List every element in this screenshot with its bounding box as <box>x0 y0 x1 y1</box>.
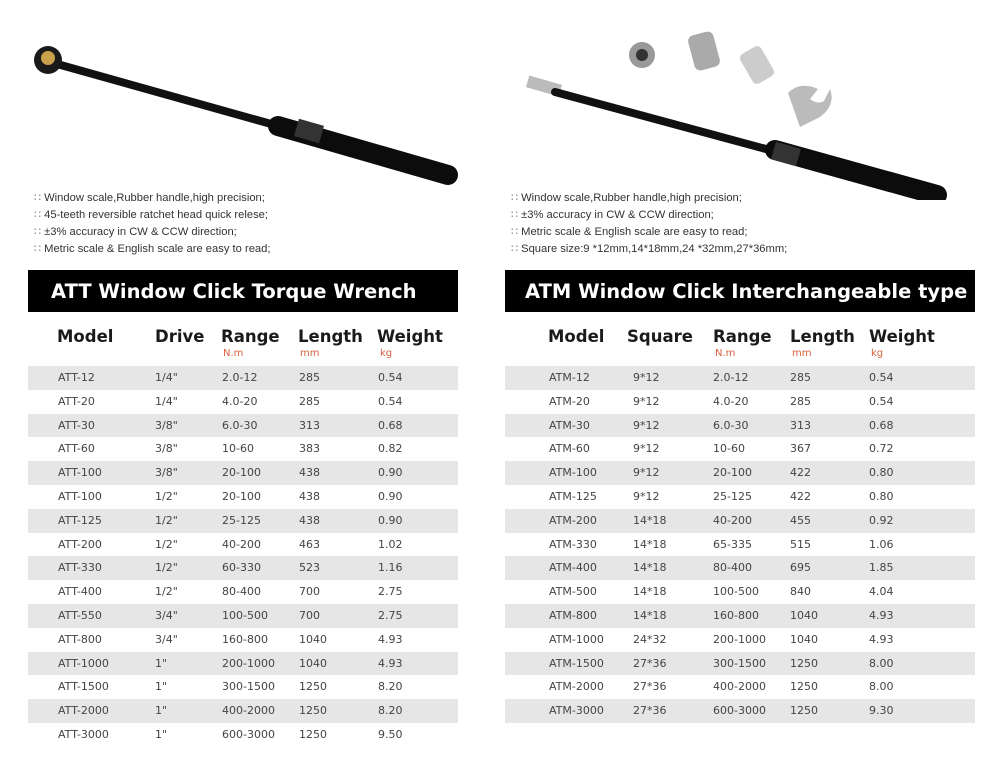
cell-range: 20-100 <box>222 466 261 480</box>
cell-range: 25-125 <box>713 489 752 503</box>
cell-square: 14*18 <box>633 608 667 622</box>
cell-model: ATM-500 <box>549 585 597 599</box>
cell-model: ATM-800 <box>549 608 597 622</box>
table-row <box>505 628 975 652</box>
cell-weight: 8.20 <box>378 680 403 694</box>
atm-panel <box>505 0 975 759</box>
cell-drive: 1/4" <box>155 371 178 384</box>
cell-weight: 0.54 <box>869 394 894 408</box>
cell-range: 80-400 <box>713 561 752 575</box>
cell-drive: 1/2" <box>155 561 178 575</box>
cell-length: 463 <box>299 537 320 551</box>
table-row <box>505 437 975 461</box>
feature-item: ∷ Metric scale & English scale are easy to read; <box>511 226 748 238</box>
cell-range: 4.0-20 <box>713 394 749 408</box>
table-row <box>505 390 975 414</box>
cell-drive: 1" <box>155 656 168 670</box>
cell-length: 1250 <box>790 656 818 670</box>
cell-range: 160-800 <box>713 608 759 622</box>
cell-weight: 0.68 <box>378 418 403 432</box>
feature-item: ∷ Window scale,Rubber handle,high precision; <box>34 192 265 204</box>
table-row <box>28 414 458 438</box>
cell-model: ATM-100 <box>549 466 597 480</box>
cell-weight: 1.85 <box>869 561 894 575</box>
cell-length: 383 <box>299 442 320 456</box>
spec-table <box>505 366 975 723</box>
table-row <box>28 652 458 676</box>
cell-model: ATT-200 <box>58 537 102 551</box>
cell-length: 438 <box>299 489 320 503</box>
cell-square: 14*18 <box>633 561 667 575</box>
cell-model: ATT-20 <box>58 394 95 408</box>
table-row <box>28 366 458 390</box>
cell-length: 1250 <box>790 704 818 718</box>
table-row <box>505 556 975 580</box>
cell-model: ATT-100 <box>58 466 102 480</box>
unit-weight: kg <box>380 348 393 359</box>
cell-range: 80-400 <box>222 585 261 599</box>
cell-model: ATM-125 <box>549 489 597 503</box>
table-row <box>505 509 975 533</box>
cell-model: ATM-1000 <box>549 632 604 646</box>
cell-weight: 1.16 <box>378 561 403 575</box>
spec-table <box>28 366 458 747</box>
cell-weight: 2.75 <box>378 608 403 622</box>
cell-length: 285 <box>299 394 320 408</box>
cell-weight: 1.06 <box>869 537 894 551</box>
cell-weight: 0.90 <box>378 513 403 527</box>
feature-list <box>511 190 787 258</box>
table-row <box>28 485 458 509</box>
header-model: Model <box>548 327 605 346</box>
feature-item: ∷ 45-teeth reversible ratchet head quick relese; <box>34 209 269 221</box>
ratchet-torque-wrench-image <box>28 0 458 190</box>
cell-square: 27*36 <box>633 704 667 718</box>
cell-range: 65-335 <box>713 537 752 551</box>
unit-range: N.m <box>223 348 244 359</box>
cell-range: 4.0-20 <box>222 394 258 408</box>
cell-length: 313 <box>790 418 811 432</box>
cell-range: 6.0-30 <box>222 418 258 432</box>
cell-weight: 4.93 <box>378 632 403 646</box>
cell-range: 2.0-12 <box>713 371 749 384</box>
cell-model: ATT-60 <box>58 442 95 456</box>
header-model: Model <box>57 327 114 346</box>
table-row <box>505 366 975 390</box>
table-row <box>28 509 458 533</box>
feature-item: ∷ ±3% accuracy in CW & CCW direction; <box>511 209 714 221</box>
cell-weight: 9.50 <box>378 727 403 741</box>
cell-range: 10-60 <box>222 442 254 456</box>
cell-weight: 4.93 <box>378 656 403 670</box>
feature-item: ∷ Metric scale & English scale are easy to read; <box>34 243 271 255</box>
table-row <box>505 533 975 557</box>
cell-range: 6.0-30 <box>713 418 749 432</box>
unit-range: N.m <box>715 348 736 359</box>
cell-square: 9*12 <box>633 371 660 384</box>
cell-model: ATM-12 <box>549 371 590 384</box>
header-square: Square <box>627 327 693 346</box>
cell-weight: 0.68 <box>869 418 894 432</box>
cell-weight: 2.75 <box>378 585 403 599</box>
table-row <box>505 675 975 699</box>
cell-square: 27*36 <box>633 680 667 694</box>
cell-drive: 1/4" <box>155 394 178 408</box>
cell-model: ATT-3000 <box>58 727 109 741</box>
cell-length: 523 <box>299 561 320 575</box>
header-length: Length <box>790 327 855 346</box>
cell-range: 60-330 <box>222 561 261 575</box>
cell-length: 422 <box>790 466 811 480</box>
cell-range: 100-500 <box>222 608 268 622</box>
cell-length: 1040 <box>299 656 327 670</box>
cell-weight: 0.80 <box>869 489 894 503</box>
cell-drive: 1" <box>155 680 168 694</box>
cell-length: 367 <box>790 442 811 456</box>
cell-drive: 1/2" <box>155 537 178 551</box>
cell-drive: 1" <box>155 727 168 741</box>
cell-range: 200-1000 <box>713 632 766 646</box>
cell-drive: 1" <box>155 704 168 718</box>
table-row <box>505 699 975 723</box>
cell-square: 9*12 <box>633 489 660 503</box>
cell-length: 1250 <box>299 680 327 694</box>
cell-range: 20-100 <box>713 466 752 480</box>
cell-weight: 4.04 <box>869 585 894 599</box>
header-length: Length <box>298 327 363 346</box>
cell-length: 700 <box>299 608 320 622</box>
cell-range: 100-500 <box>713 585 759 599</box>
cell-model: ATM-60 <box>549 442 590 456</box>
cell-drive: 1/2" <box>155 489 178 503</box>
table-row <box>28 723 458 747</box>
cell-square: 9*12 <box>633 394 660 408</box>
cell-range: 20-100 <box>222 489 261 503</box>
cell-weight: 0.90 <box>378 489 403 503</box>
feature-list <box>34 190 270 258</box>
cell-weight: 0.54 <box>378 394 403 408</box>
cell-model: ATT-1500 <box>58 680 109 694</box>
table-row <box>505 485 975 509</box>
header-range: Range <box>713 327 772 346</box>
cell-length: 1040 <box>790 632 818 646</box>
cell-model: ATM-30 <box>549 418 590 432</box>
cell-length: 1250 <box>299 727 327 741</box>
cell-range: 200-1000 <box>222 656 275 670</box>
cell-model: ATT-330 <box>58 561 102 575</box>
cell-square: 14*18 <box>633 513 667 527</box>
table-row <box>28 580 458 604</box>
cell-drive: 3/8" <box>155 418 178 432</box>
cell-model: ATT-125 <box>58 513 102 527</box>
cell-length: 438 <box>299 513 320 527</box>
table-row <box>28 604 458 628</box>
cell-weight: 4.93 <box>869 632 894 646</box>
table-row <box>505 604 975 628</box>
cell-model: ATT-550 <box>58 608 102 622</box>
cell-square: 24*32 <box>633 632 667 646</box>
cell-weight: 8.00 <box>869 656 894 670</box>
cell-range: 300-1500 <box>713 656 766 670</box>
cell-length: 695 <box>790 561 811 575</box>
cell-range: 400-2000 <box>222 704 275 718</box>
section-title: ATM Window Click Interchangeable type <box>505 270 975 312</box>
header-weight: Weight <box>869 327 935 346</box>
cell-weight: 0.54 <box>869 371 894 384</box>
cell-length: 840 <box>790 585 811 599</box>
table-row <box>505 414 975 438</box>
cell-weight: 0.54 <box>378 371 403 384</box>
table-row <box>28 461 458 485</box>
cell-drive: 3/8" <box>155 442 178 456</box>
unit-length: mm <box>792 348 812 359</box>
cell-range: 300-1500 <box>222 680 275 694</box>
cell-length: 1250 <box>299 704 327 718</box>
cell-length: 515 <box>790 537 811 551</box>
cell-model: ATM-200 <box>549 513 597 527</box>
table-row <box>28 437 458 461</box>
cell-length: 285 <box>299 371 320 384</box>
cell-square: 9*12 <box>633 466 660 480</box>
cell-model: ATT-2000 <box>58 704 109 718</box>
header-drive: Drive <box>155 327 205 346</box>
cell-weight: 9.30 <box>869 704 894 718</box>
table-row <box>505 652 975 676</box>
cell-range: 25-125 <box>222 513 261 527</box>
cell-weight: 1.02 <box>378 537 403 551</box>
cell-model: ATM-2000 <box>549 680 604 694</box>
header-weight: Weight <box>377 327 443 346</box>
cell-weight: 0.82 <box>378 442 403 456</box>
cell-range: 40-200 <box>222 537 261 551</box>
cell-length: 313 <box>299 418 320 432</box>
feature-item: ∷ Square size:9 *12mm,14*18mm,24 *32mm,27*36mm; <box>511 243 788 255</box>
cell-length: 1250 <box>790 680 818 694</box>
cell-model: ATT-12 <box>58 371 95 384</box>
cell-length: 1040 <box>790 608 818 622</box>
header-range: Range <box>221 327 280 346</box>
cell-length: 1040 <box>299 632 327 646</box>
cell-model: ATT-400 <box>58 585 102 599</box>
table-row <box>505 461 975 485</box>
cell-model: ATT-800 <box>58 632 102 646</box>
table-row <box>505 580 975 604</box>
cell-range: 40-200 <box>713 513 752 527</box>
table-row <box>28 675 458 699</box>
feature-item: ∷ ±3% accuracy in CW & CCW direction; <box>34 226 237 238</box>
cell-length: 700 <box>299 585 320 599</box>
cell-range: 160-800 <box>222 632 268 646</box>
cell-length: 285 <box>790 371 811 384</box>
cell-length: 422 <box>790 489 811 503</box>
table-row <box>28 533 458 557</box>
cell-range: 600-3000 <box>222 727 275 741</box>
cell-square: 14*18 <box>633 537 667 551</box>
table-row <box>28 628 458 652</box>
feature-item: ∷ Window scale,Rubber handle,high precision; <box>511 192 742 204</box>
cell-drive: 3/4" <box>155 608 178 622</box>
cell-square: 9*12 <box>633 442 660 456</box>
table-row <box>28 699 458 723</box>
table-row <box>28 390 458 414</box>
cell-weight: 0.92 <box>869 513 894 527</box>
att-panel <box>28 0 458 759</box>
cell-model: ATM-3000 <box>549 704 604 718</box>
unit-weight: kg <box>871 348 884 359</box>
cell-model: ATM-1500 <box>549 656 604 670</box>
cell-model: ATT-30 <box>58 418 95 432</box>
cell-weight: 0.90 <box>378 466 403 480</box>
cell-square: 14*18 <box>633 585 667 599</box>
cell-drive: 3/4" <box>155 632 178 646</box>
cell-weight: 8.00 <box>869 680 894 694</box>
cell-range: 2.0-12 <box>222 371 258 384</box>
cell-weight: 0.80 <box>869 466 894 480</box>
cell-square: 27*36 <box>633 656 667 670</box>
cell-length: 455 <box>790 513 811 527</box>
cell-square: 9*12 <box>633 418 660 432</box>
cell-model: ATM-20 <box>549 394 590 408</box>
cell-drive: 3/8" <box>155 466 178 480</box>
cell-model: ATT-100 <box>58 489 102 503</box>
cell-drive: 1/2" <box>155 513 178 527</box>
unit-length: mm <box>300 348 320 359</box>
cell-model: ATM-330 <box>549 537 597 551</box>
cell-weight: 8.20 <box>378 704 403 718</box>
cell-range: 600-3000 <box>713 704 766 718</box>
cell-drive: 1/2" <box>155 585 178 599</box>
interchangeable-torque-wrench-image <box>505 0 975 200</box>
cell-weight: 4.93 <box>869 608 894 622</box>
cell-length: 438 <box>299 466 320 480</box>
cell-length: 285 <box>790 394 811 408</box>
table-row <box>28 556 458 580</box>
cell-model: ATM-400 <box>549 561 597 575</box>
cell-model: ATT-1000 <box>58 656 109 670</box>
cell-range: 400-2000 <box>713 680 766 694</box>
cell-range: 10-60 <box>713 442 745 456</box>
cell-weight: 0.72 <box>869 442 894 456</box>
section-title: ATT Window Click Torque Wrench <box>28 270 458 312</box>
